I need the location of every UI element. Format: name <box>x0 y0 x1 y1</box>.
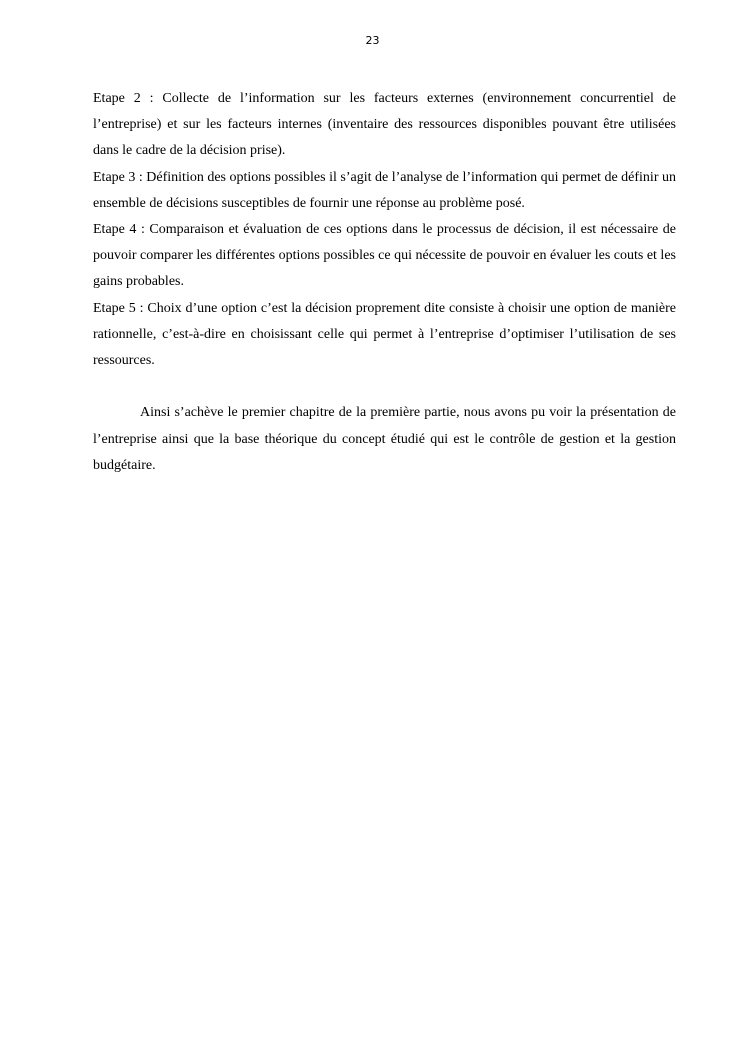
paragraph-etape-5: Etape 5 : Choix d’une option c’est la décision proprement dite consiste à choisir une option de manière rationnelle, c’est-à-dire en choisissant celle qui permet à l’entreprise d’optimiser l’utilisation de ses ressources. <box>93 300 676 369</box>
paragraph-etape-4: Etape 4 : Comparaison et évaluation de ces options dans le processus de décision, il est nécessaire de pouvoir comparer les différentes options possibles ce qui nécessite de pouvoir en évaluer les couts et les gains probables. <box>93 222 676 290</box>
paragraph-etape-3: Etape 3 : Définition des options possibles il s’agit de l’analyse de l’information qui permet de définir un ensemble de décisions susceptibles de fournir une réponse au problème posé. <box>93 169 676 211</box>
paragraph-conclusion: Ainsi s’achève le premier chapitre de la première partie, nous avons pu voir la présentation de l’entreprise ainsi que la base théorique du concept étudié qui est le contrôle de gestion et la gestion budgétaire. <box>93 405 676 473</box>
page-number: 23 <box>365 34 380 47</box>
paragraph-etape-2: Etape 2 : Collecte de l’information sur les facteurs externes (environnement concurrentiel de l’entreprise) et sur les facteurs internes (inventaire des ressources disponibles pouvant être utilisées dans le cadre de la décision prise). <box>93 91 676 159</box>
body-text <box>93 86 676 479</box>
